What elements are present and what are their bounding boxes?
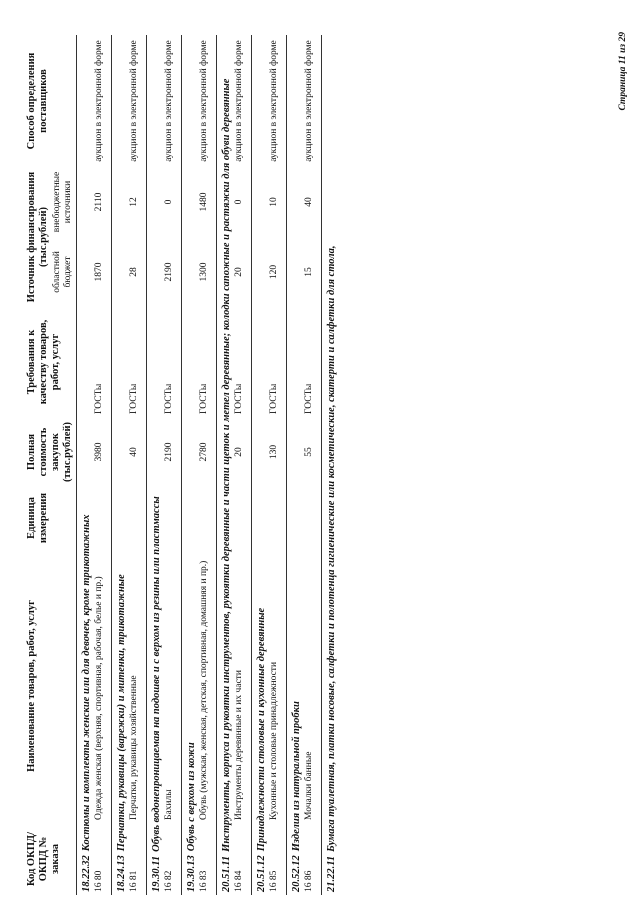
group-class-code: 19.30.11 (151, 855, 162, 892)
item-number: 16 85 (269, 870, 279, 892)
group-heading (322, 35, 339, 895)
group-heading (217, 35, 234, 895)
item-regional-budget: 1300 (199, 262, 209, 282)
header-source-extra: внебюджетные источники (52, 171, 73, 233)
group-title: Изделия из натуральной пробки (291, 701, 302, 852)
header-cost: Полная стоимость закупок (тыс.рублей) (26, 421, 73, 483)
item-cost: 40 (129, 447, 139, 457)
item-name: Мочалки банные (304, 751, 314, 820)
item-method: аукцион в электронной форме (164, 40, 174, 162)
group-heading (287, 35, 304, 895)
group-class-code: 20.51.11 (221, 855, 232, 892)
group-title: Перчатки, рукавицы (варежки) и митенки, трикотажные (116, 574, 127, 852)
item-quality: ГОСТы (94, 383, 104, 414)
item-cost: 2780 (199, 442, 209, 462)
group-heading (182, 35, 199, 895)
item-quality: ГОСТы (129, 383, 139, 414)
item-number: 16 84 (234, 870, 244, 892)
group-row (77, 35, 94, 895)
item-method: аукцион в электронной форме (234, 40, 244, 162)
group-title: Инструменты, корпуса и рукоятки инструментов, рукоятки деревянные и части щеток и метел деревянные; колодки сапожные и растяжки для обуви деревянные (221, 78, 232, 852)
item-unit (128, 487, 147, 549)
group-row (147, 35, 164, 895)
item-number: 16 80 (94, 870, 104, 892)
item-extra-budget: 1480 (199, 192, 209, 212)
table-row (128, 35, 147, 895)
table-body (77, 35, 339, 895)
item-cost: 3980 (94, 442, 104, 462)
item-method: аукцион в электронной форме (304, 40, 314, 162)
group-row (287, 35, 304, 895)
item-name: Бахилы (164, 789, 174, 820)
item-regional-budget: 20 (234, 267, 244, 277)
item-name: Перчатки, рукавицы хозяйственные (129, 675, 139, 820)
item-regional-budget: 2190 (164, 262, 174, 282)
item-extra-budget: 12 (129, 197, 139, 207)
group-row (322, 35, 339, 895)
item-number: 16 86 (304, 870, 314, 892)
item-method: аукцион в электронной форме (129, 40, 139, 162)
group-heading (147, 35, 164, 895)
group-title: Обувь водонепроницаемая на подошве и с верхом из резины или пластмассы (151, 496, 162, 852)
item-cost: 55 (304, 447, 314, 457)
item-unit (303, 487, 322, 549)
item-quality: ГОСТы (164, 383, 174, 414)
item-extra-budget: 40 (304, 197, 314, 207)
group-title: Обувь с верхом из кожи (186, 742, 197, 852)
group-row (112, 35, 129, 895)
table-row (198, 35, 217, 895)
item-cost: 2190 (164, 442, 174, 462)
group-class-code: 18.24.13 (116, 855, 127, 892)
item-cost: 20 (234, 447, 244, 457)
group-title: Бумага туалетная, платки носовые, салфетки и полотенца гигиенические или косметические, скатерти и салфетки для стола, (326, 245, 337, 852)
header-method: Способ определения поставщиков (26, 52, 49, 150)
table-row (233, 35, 252, 895)
header-quality: Требования к качеству товаров, работ, услуг (26, 319, 61, 405)
item-unit (233, 487, 252, 549)
group-title: Принадлежности столовые и кухонные деревянные (256, 607, 267, 852)
item-regional-budget: 1870 (94, 262, 104, 282)
table-row (163, 35, 182, 895)
item-quality: ГОСТы (304, 383, 314, 414)
page-footer: Страница 11 из 29 (618, 32, 628, 111)
group-class-code: 20.51.12 (256, 855, 267, 892)
item-cost: 130 (269, 444, 279, 460)
item-regional-budget: 28 (129, 267, 139, 277)
item-unit (268, 487, 287, 549)
header-source-regional: областной бюджет (52, 251, 73, 293)
item-quality: ГОСТы (234, 383, 244, 414)
table-row (93, 35, 112, 895)
item-extra-budget: 0 (164, 199, 174, 205)
item-name: Обувь (мужская, женская, детская, спортивная, домашняя и пр.) (199, 560, 209, 820)
item-regional-budget: 15 (304, 267, 314, 277)
item-extra-budget: 0 (234, 199, 244, 205)
group-heading (112, 35, 129, 895)
group-row (217, 35, 234, 895)
table-row (268, 35, 287, 895)
item-method: аукцион в электронной форме (94, 40, 104, 162)
item-extra-budget: 2110 (94, 192, 104, 212)
item-regional-budget: 120 (269, 264, 279, 280)
item-unit (93, 487, 112, 549)
group-title: Костюмы и комплекты женские или для девочек, кроме трикотажных (81, 514, 92, 852)
item-method: аукцион в электронной форме (269, 40, 279, 162)
group-row (252, 35, 269, 895)
header-name: Наименование товаров, работ, услуг (26, 600, 37, 772)
item-number: 16 83 (199, 870, 209, 892)
item-number: 16 81 (129, 870, 139, 892)
header-row (24, 35, 52, 895)
item-unit (198, 487, 217, 549)
item-extra-budget: 10 (269, 197, 279, 207)
item-method: аукцион в электронной форме (199, 40, 209, 162)
group-row (182, 35, 199, 895)
item-name: Кухонные и столовые принадлежности (269, 661, 279, 820)
header-source: Источник финансирования (тыс.рублей) (26, 171, 49, 303)
group-class-code: 21.22.11 (326, 855, 337, 892)
group-heading (77, 35, 94, 895)
item-quality: ГОСТы (199, 383, 209, 414)
group-class-code: 18.22.32 (81, 855, 92, 892)
item-name: Инструменты деревянные и их части (234, 670, 244, 820)
table-row (303, 35, 322, 895)
group-class-code: 20.52.12 (291, 855, 302, 892)
group-heading (252, 35, 269, 895)
header-unit: Единица измерения (26, 492, 49, 544)
procurement-table (24, 35, 338, 895)
item-name: Одежда женская (верхняя, спортивная, рабочая, белье и пр.) (94, 576, 104, 820)
header-code: Код ОКПД/ ОКПД № заказа (26, 831, 61, 887)
group-class-code: 19.30.13 (186, 855, 197, 892)
item-unit (163, 487, 182, 549)
item-quality: ГОСТы (269, 383, 279, 414)
item-number: 16 82 (164, 870, 174, 892)
